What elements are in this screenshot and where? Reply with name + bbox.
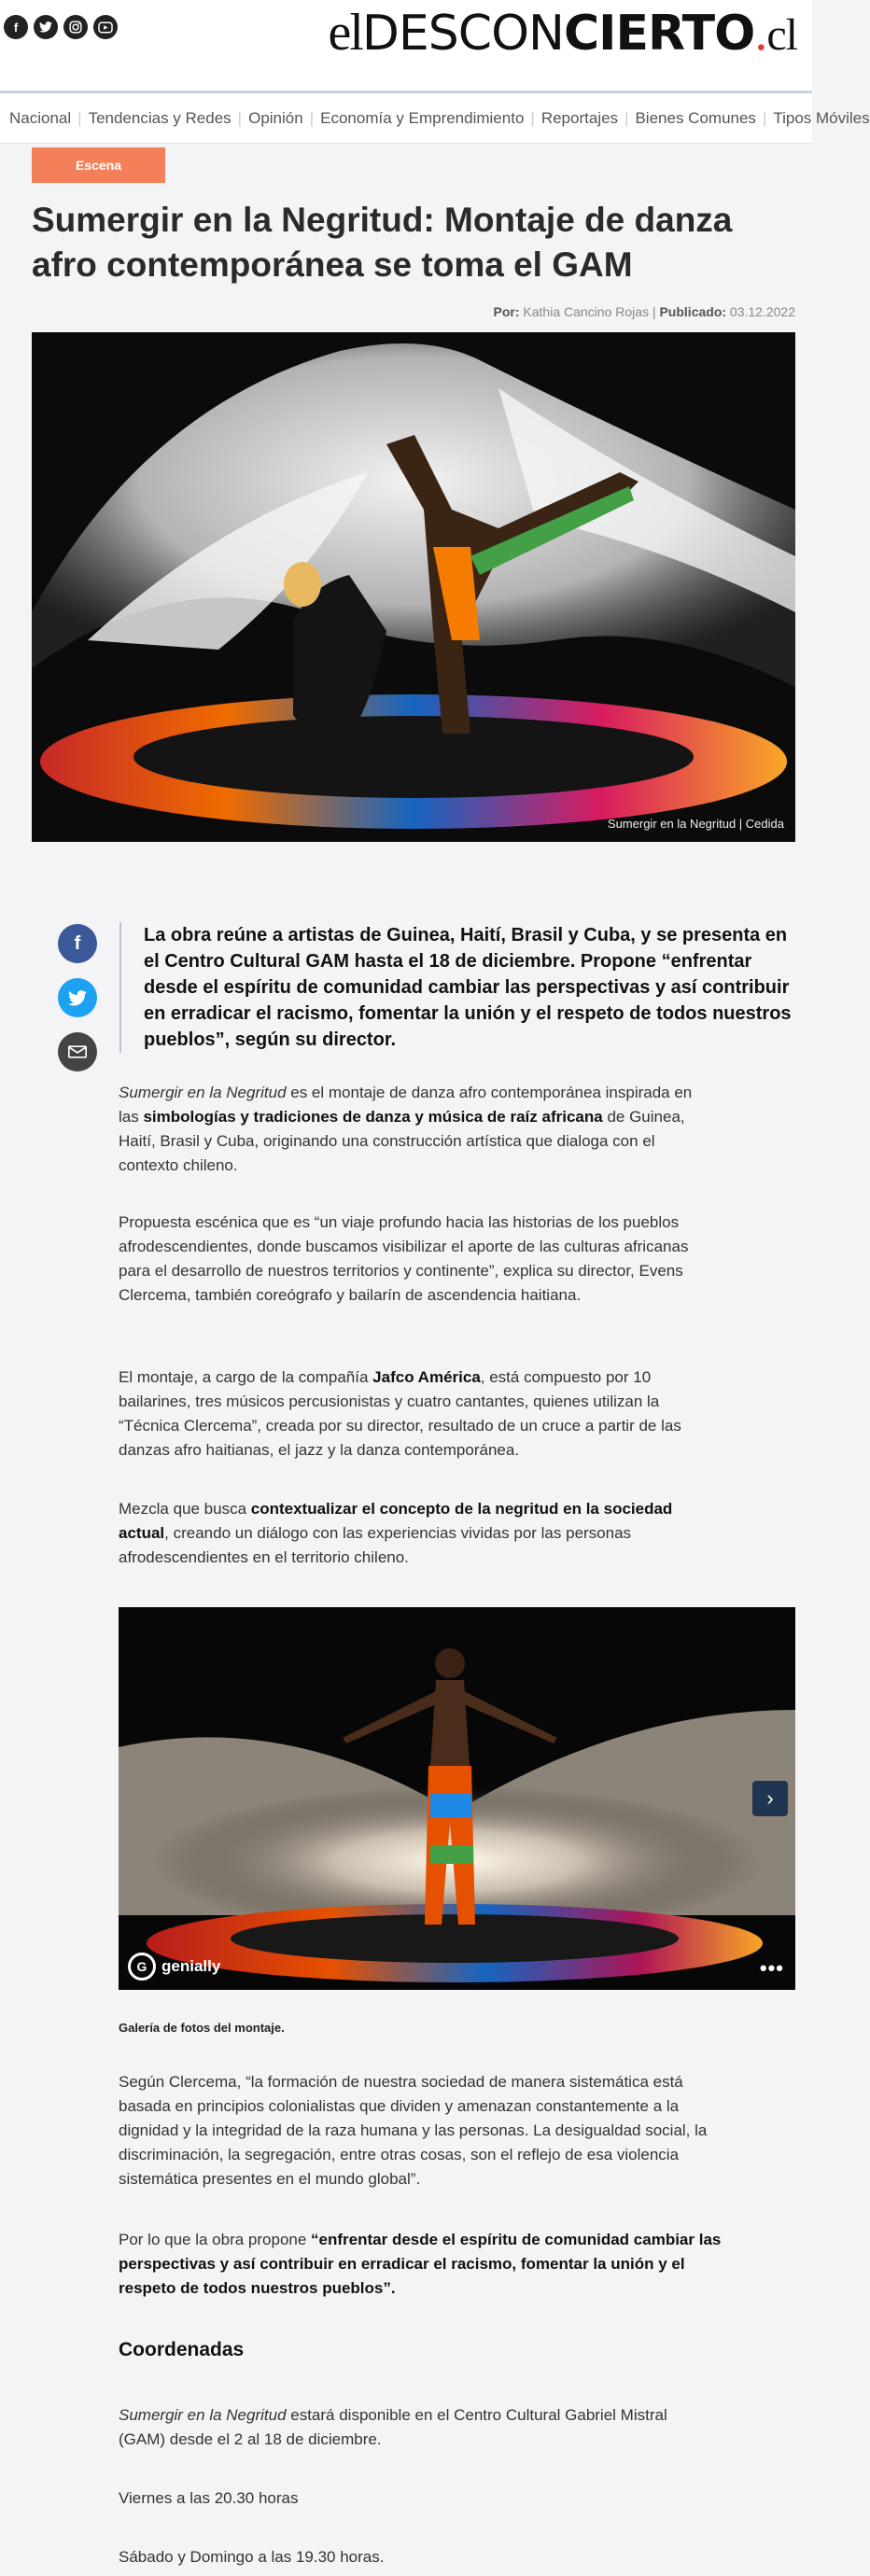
facebook-icon[interactable]: f: [4, 15, 28, 39]
instagram-icon[interactable]: [63, 15, 88, 39]
paragraph-text: Mezcla que busca: [119, 1500, 251, 1518]
genially-badge[interactable]: [128, 1953, 220, 1981]
site-header: [0, 0, 812, 93]
byline-author[interactable]: Kathia Cancino Rojas: [523, 304, 650, 319]
logo-cierto: CIERTO: [563, 6, 755, 62]
paragraph-6: [119, 2228, 725, 2301]
share-facebook-icon[interactable]: f: [58, 924, 97, 963]
byline-published-label: Publicado:: [659, 304, 727, 319]
gallery-photo: [119, 1607, 795, 1990]
paragraph-3: [119, 1365, 716, 1463]
nav-item-tendencias[interactable]: Tendencias y Redes: [88, 108, 232, 127]
schedule-weekend: Sábado y Domingo a las 19.30 horas.: [119, 2548, 385, 2566]
nav-separator: |: [624, 108, 629, 127]
hero-image: [32, 332, 795, 842]
nav-item-tipos-moviles[interactable]: Tipos Móviles: [773, 108, 870, 127]
nav-item-nacional[interactable]: Nacional: [9, 108, 72, 127]
hero-caption: Sumergir en la Negritud | Cedida: [607, 817, 784, 831]
paragraph-4: [119, 1497, 716, 1570]
work-title: Sumergir en la Negritud: [119, 1084, 287, 1101]
share-twitter-icon[interactable]: [58, 978, 97, 1017]
paragraph-text: Por lo que la obra propone: [119, 2231, 312, 2248]
byline-date: 03.12.2022: [729, 304, 795, 319]
paragraph-bold: contextualizar el concepto de la negritud en la sociedad actual: [119, 1500, 673, 1542]
main-nav: [0, 93, 870, 144]
paragraph-1: [119, 1081, 716, 1178]
paragraph-text: El montaje, a cargo de la compañía: [119, 1368, 373, 1386]
paragraph-text: estará disponible en el Centro Cultural Gabriel Mistral (GAM) desde el 2 al 18 de diciembre.: [119, 2406, 667, 2448]
byline: Por: Kathia Cancino Rojas | Publicado: 03.12.2022: [493, 304, 795, 319]
nav-separator: |: [762, 108, 767, 127]
logo-descon: DESCON: [361, 6, 564, 62]
nav-separator: |: [530, 108, 535, 127]
youtube-icon[interactable]: [93, 15, 118, 39]
gallery-more-button[interactable]: •••: [759, 1956, 784, 1980]
gallery-caption: Galería de fotos del montaje.: [119, 2021, 285, 2035]
paragraph-text: , creando un diálogo con las experiencias vividas por las personas afrodescendientes en el territorio chileno.: [119, 1524, 632, 1566]
site-logo[interactable]: [328, 4, 797, 63]
paragraph-2: Propuesta escénica que es “un viaje profundo hacia las historias de los pueblos afrodescendientes, donde buscamos visibilizar el aporte de las culturas africanas para el desarrollo de nuestros territorios y continente”, explica su director, Evens Clercema, también coreógrafo y bailarín de ascendencia haitiana.: [119, 1213, 689, 1304]
share-mail-icon[interactable]: [58, 1032, 97, 1071]
paragraph-text: , está compuesto por 10 bailarines, tres músicos percusionistas y cuatro cantantes, quienes utilizan la “Técnica Clercema”, creada por su director, resultado de un cruce a partir de las danzas afro haitianas, el jazz y la danza contemporánea.: [119, 1368, 681, 1459]
genially-icon: G: [128, 1953, 156, 1981]
article-title: Sumergir en la Negritud: Montaje de danza afro contemporánea se toma el GAM: [32, 201, 733, 284]
hero-photo: [32, 332, 795, 842]
paragraph-bold: simbologías y tradiciones de danza y música de raíz africana: [143, 1108, 603, 1126]
logo-cl: cl: [766, 10, 797, 60]
nav-item-opinion[interactable]: Opinión: [248, 108, 303, 127]
nav-separator: |: [77, 108, 82, 127]
nav-item-bienes-comunes[interactable]: Bienes Comunes: [635, 108, 756, 127]
twitter-icon[interactable]: [34, 15, 58, 39]
schedule-friday: Viernes a las 20.30 horas: [119, 2489, 299, 2507]
genially-label: genially: [161, 1957, 221, 1975]
nav-separator: |: [237, 108, 243, 127]
logo-el: el: [328, 4, 362, 62]
paragraph-text: es el montaje de danza afro contemporánea inspirada en las: [119, 1084, 693, 1126]
company-name: Jafco América: [372, 1368, 481, 1386]
social-links: [4, 15, 118, 39]
logo-dot: .: [754, 4, 767, 62]
photo-gallery[interactable]: [119, 1607, 795, 1990]
byline-by-label: Por:: [493, 304, 520, 319]
nav-item-economia[interactable]: Economía y Emprendimiento: [320, 108, 525, 127]
nav-separator: |: [309, 108, 315, 127]
paragraph-5: Según Clercema, “la formación de nuestra sociedad de manera sistemática está basada en principios colonialistas que dividen y amenazan constantemente a la dignidad y la integridad de la raza humana y las personas. La desigualdad social, la discriminación, la segregación, entre otras cosas, son el reflejo de esa violencia sistemática presentes en el mundo global”.: [119, 2073, 708, 2188]
category-tag[interactable]: Escena: [32, 147, 165, 183]
paragraph-7: [119, 2403, 716, 2452]
paragraph-bold: “enfrentar desde el espíritu de comunidad cambiar las perspectivas y así contribuir en erradicar el racismo, fomentar la unión y el respeto de todos nuestros pueblos”.: [119, 2231, 722, 2297]
gallery-next-button[interactable]: ›: [752, 1781, 788, 1816]
section-heading-coordenadas: Coordenadas: [119, 2339, 245, 2360]
paragraph-text: de Guinea, Haití, Brasil y Cuba, originando una construcción artística que dialoga con el contexto chileno.: [119, 1108, 685, 1174]
work-title: Sumergir en la Negritud: [119, 2406, 287, 2424]
article-lead: La obra reúne a artistas de Guinea, Haití, Brasil y Cuba, y se presenta en el Centro Cultural GAM hasta el 18 de diciembre. Propone “enfrentar desde el espíritu de comunidad cambiar las perspectivas y así contribuir en erradicar el racismo, fomentar la unión y el respeto de todos nuestros pueblos”, según su director.: [119, 922, 801, 1053]
nav-item-reportajes[interactable]: Reportajes: [540, 108, 619, 127]
